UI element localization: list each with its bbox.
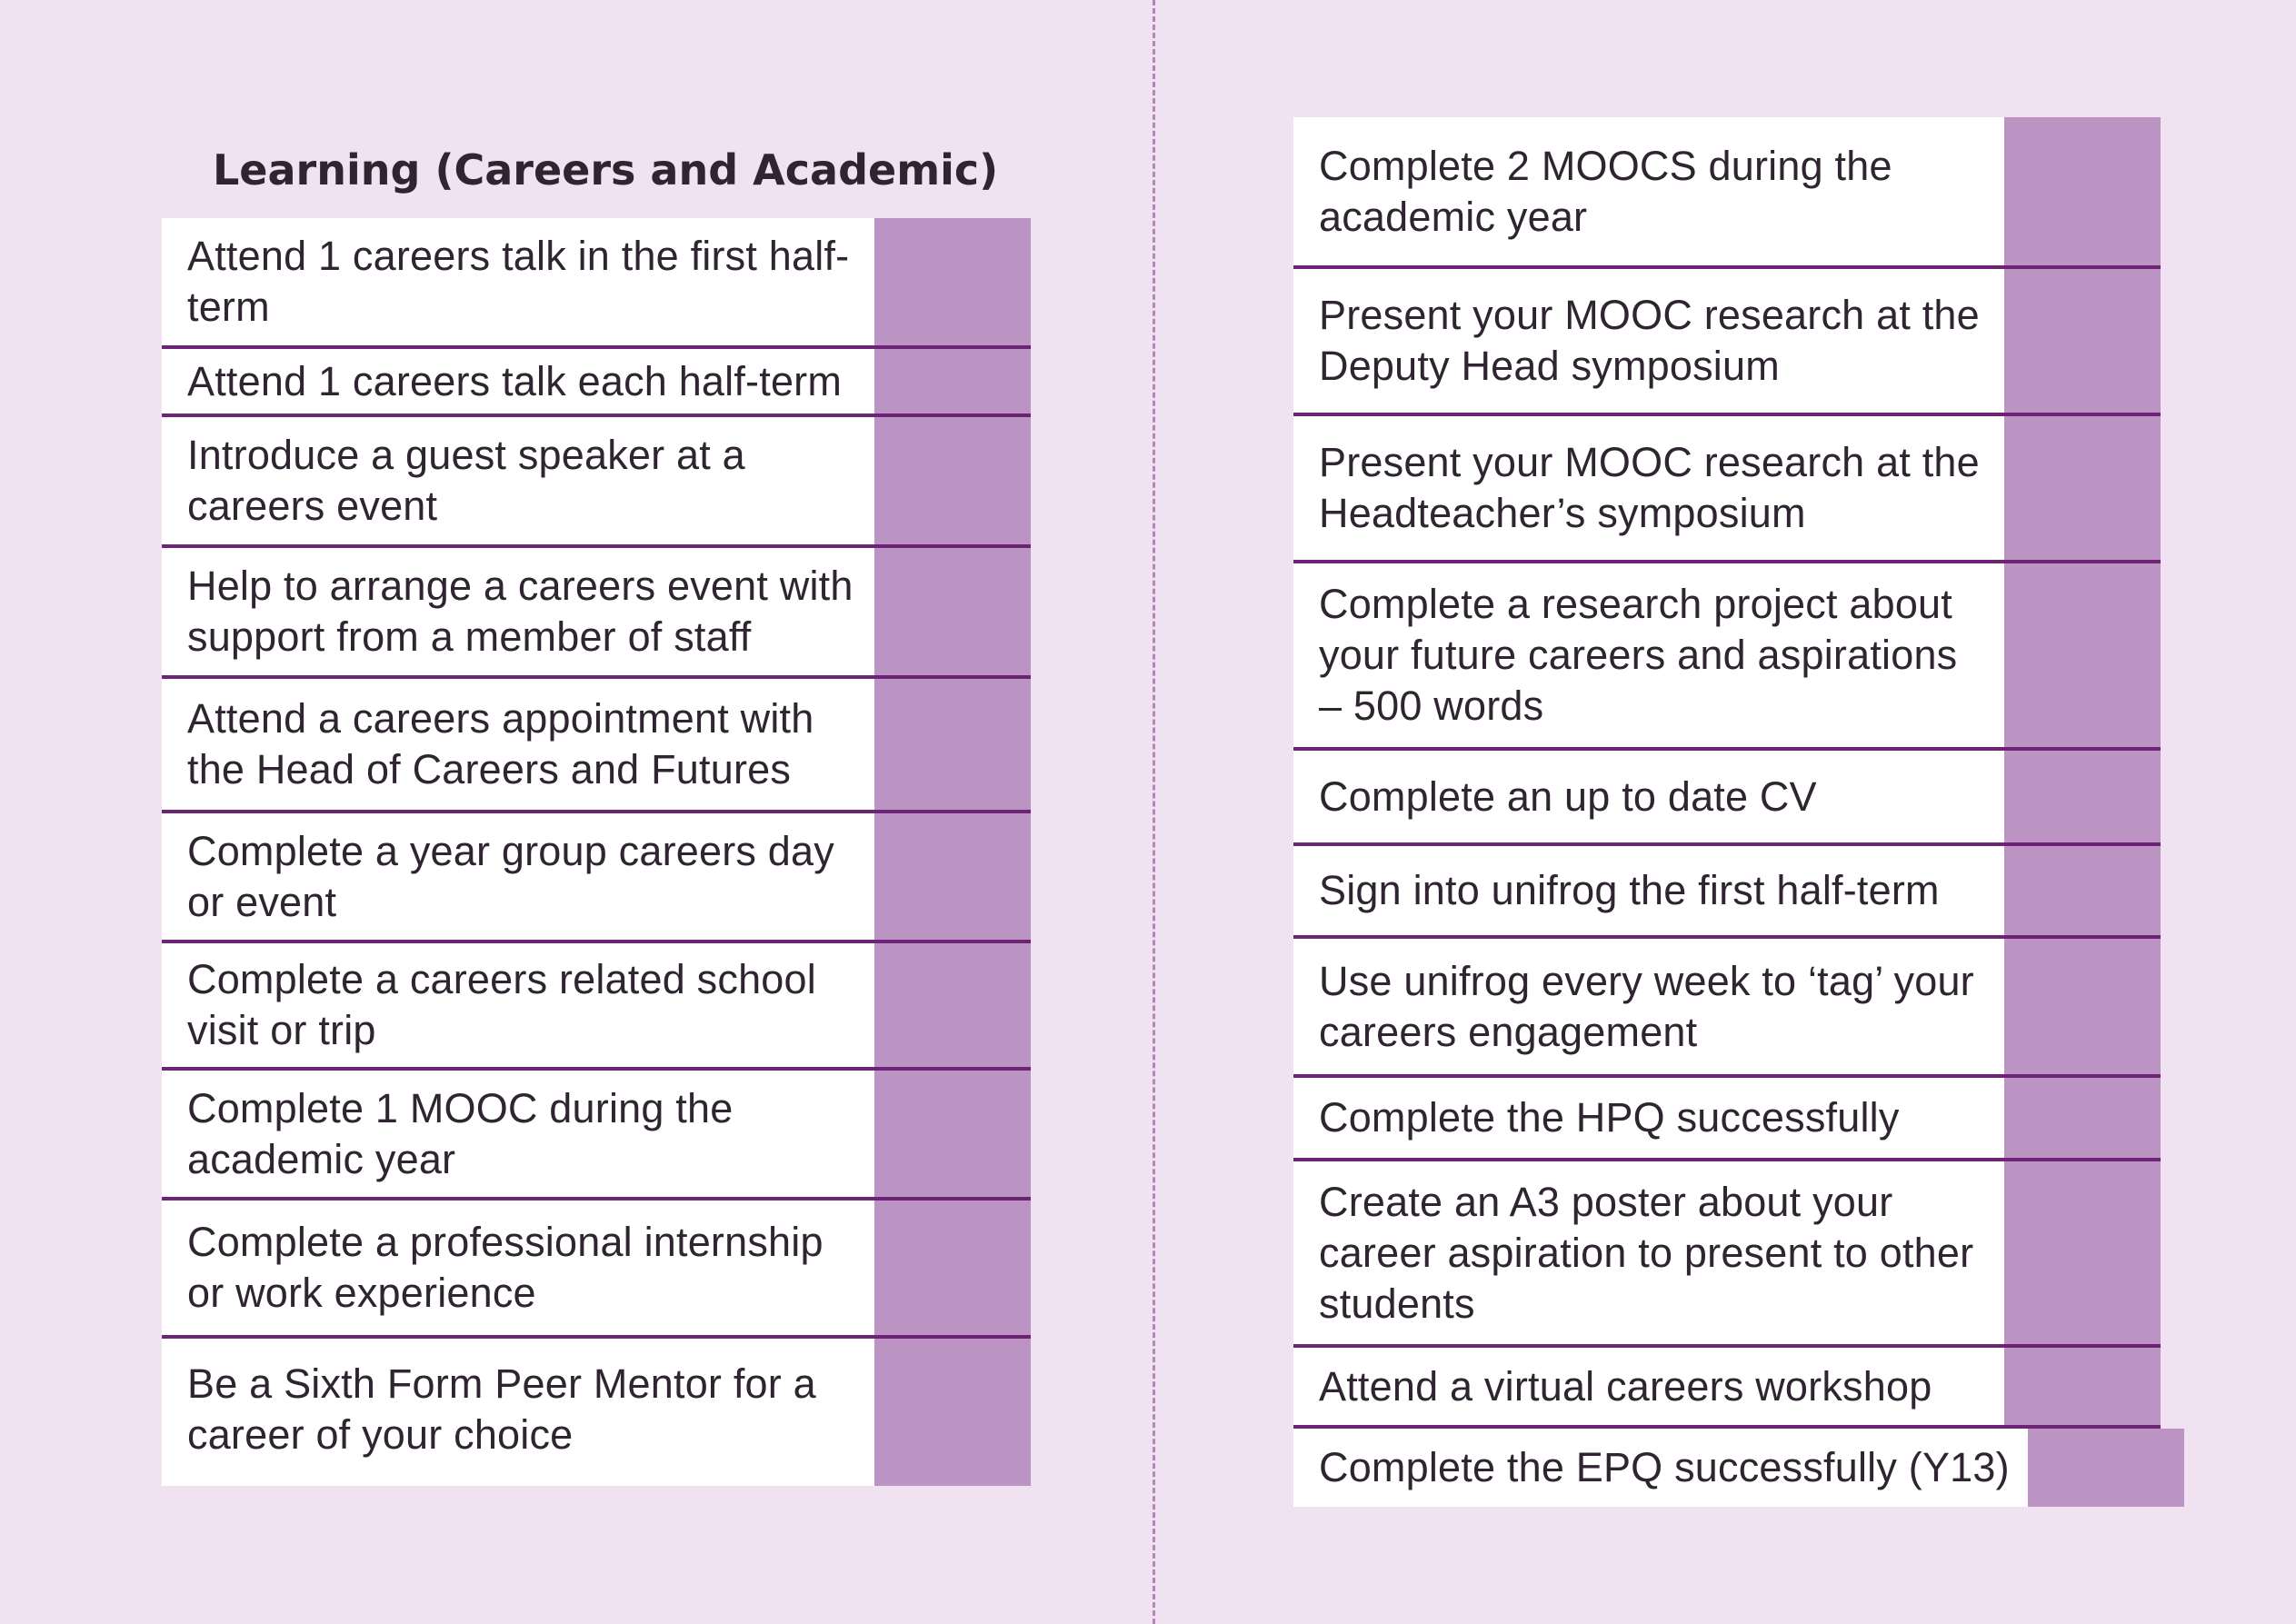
task-checkbox[interactable]	[2028, 1429, 2184, 1507]
task-label: Complete a careers related school visit or trip	[187, 956, 816, 1053]
task-checkbox[interactable]	[2004, 1348, 2161, 1425]
task-checkbox[interactable]	[2004, 846, 2161, 935]
task-label: Complete the HPQ successfully	[1319, 1094, 1900, 1141]
task-label: Attend a careers appointment with the Head of Careers and Futures	[187, 695, 814, 792]
task-row	[162, 345, 1031, 413]
task-row	[162, 810, 1031, 940]
task-checkbox[interactable]	[2004, 939, 2161, 1074]
page-fold-divider	[1153, 0, 1155, 1624]
task-label: Complete the EPQ successfully (Y13)	[1319, 1444, 2010, 1490]
task-row	[1293, 413, 2161, 560]
task-label: Complete a professional internship or work experience	[187, 1219, 824, 1316]
task-row	[162, 218, 1031, 345]
task-checkbox[interactable]	[874, 349, 1031, 413]
task-row	[1293, 842, 2161, 935]
task-label: Help to arrange a careers event with support from a member of staff	[187, 563, 854, 660]
task-label: Attend a virtual careers workshop	[1319, 1362, 1932, 1410]
task-label: Complete 1 MOOC during the academic year	[187, 1084, 734, 1182]
task-row	[1293, 1344, 2161, 1425]
task-checkbox[interactable]	[874, 548, 1031, 675]
task-checkbox[interactable]	[2004, 117, 2161, 265]
task-checkbox[interactable]	[874, 813, 1031, 940]
task-checkbox[interactable]	[2004, 416, 2161, 560]
task-row	[162, 413, 1031, 544]
task-row	[1293, 265, 2161, 413]
task-row	[1293, 1425, 2161, 1507]
task-label: Complete an up to date CV	[1319, 772, 1817, 820]
task-label: Present your MOOC research at the Headteacher’s symposium	[1319, 439, 1980, 536]
task-label: Complete 2 MOOCS during the academic year	[1319, 142, 1892, 240]
task-checkbox[interactable]	[874, 679, 1031, 810]
task-row	[1293, 935, 2161, 1074]
task-label: Create an A3 poster about your career aspiration to present to other students	[1319, 1178, 1974, 1327]
task-checkbox[interactable]	[874, 1201, 1031, 1335]
task-label: Complete a research project about your future careers and aspirations – 500 words	[1319, 581, 1958, 729]
task-row	[1293, 560, 2161, 747]
task-row	[1293, 117, 2161, 265]
task-label: Attend 1 careers talk in the first half-term	[187, 233, 850, 330]
task-checkbox[interactable]	[2004, 269, 2161, 413]
task-row	[1293, 1158, 2161, 1344]
task-label: Introduce a guest speaker at a careers event	[187, 432, 745, 529]
task-checkbox[interactable]	[874, 218, 1031, 345]
task-checkbox[interactable]	[874, 1339, 1031, 1486]
task-checkbox[interactable]	[2004, 563, 2161, 747]
task-checkbox[interactable]	[874, 943, 1031, 1067]
task-checkbox[interactable]	[2004, 1161, 2161, 1344]
task-row	[1293, 747, 2161, 842]
task-label: Be a Sixth Form Peer Mentor for a career of your choice	[187, 1360, 816, 1458]
task-row	[162, 675, 1031, 810]
task-checkbox[interactable]	[874, 1071, 1031, 1197]
task-checkbox[interactable]	[874, 417, 1031, 544]
right-task-table	[1293, 117, 2161, 1507]
task-row	[162, 544, 1031, 675]
task-label: Present your MOOC research at the Deputy Head symposium	[1319, 292, 1980, 389]
task-row	[162, 1197, 1031, 1335]
task-checkbox[interactable]	[2004, 1078, 2161, 1158]
task-label: Complete a year group careers day or event	[187, 827, 834, 925]
task-row	[162, 1067, 1031, 1197]
task-row	[162, 1335, 1031, 1486]
task-row	[162, 940, 1031, 1067]
task-row	[1293, 1074, 2161, 1158]
left-task-table	[162, 218, 1031, 1486]
section-title: Learning (Careers and Academic)	[213, 145, 999, 194]
task-label: Sign into unifrog the first half-term	[1319, 867, 1940, 913]
task-label: Attend 1 careers talk each half-term	[187, 357, 843, 404]
task-label: Use unifrog every week to ‘tag’ your careers engagement	[1319, 957, 1974, 1055]
task-checkbox[interactable]	[2004, 751, 2161, 842]
